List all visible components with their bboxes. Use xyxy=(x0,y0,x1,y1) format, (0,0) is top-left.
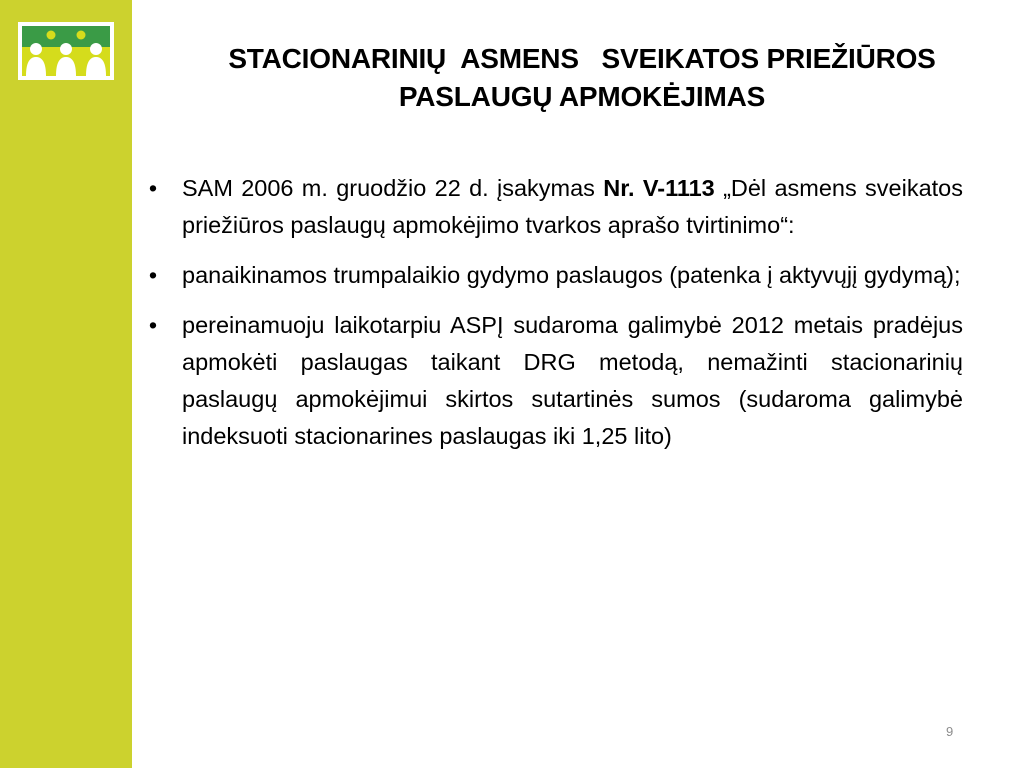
title-line-1: STACIONARINIŲ ASMENS SVEIKATOS PRIEŽIŪROS xyxy=(228,43,936,74)
bullet-text: panaikinamos trumpalaikio gydymo paslaugos (patenka į aktyvųjį gydymą); xyxy=(182,262,961,288)
bullet-list xyxy=(140,170,963,468)
bullet-marker: • xyxy=(148,262,158,288)
bullet-text: pereinamuoju laikotarpiu ASPĮ sudaroma galimybė 2012 metais pradėjus apmokėti paslaugas taikant DRG metodą, nemažinti stacionarinių paslaugų apmokėjimui skirtos sutartinės sumos (sudaroma galimybė indeksuoti stacionarines paslaugas iki 1,25 lito) xyxy=(182,312,963,449)
bullet-text: „Dėl asmens sveikatos priežiūros paslaugų apmokėjimo tvarkos aprašo tvirtinimo“: xyxy=(182,175,963,238)
logo xyxy=(18,22,114,80)
bullet-marker: • xyxy=(148,312,158,338)
bullet-item-short-term-care xyxy=(140,257,963,294)
people-group-icon xyxy=(22,26,110,76)
title-line-2: PASLAUGŲ APMOKĖJIMAS xyxy=(398,81,766,112)
sidebar-stripe xyxy=(0,0,132,768)
bullet-text: SAM 2006 m. gruodžio 22 d. įsakymas xyxy=(182,175,604,201)
bullet-item-order xyxy=(140,170,963,244)
bullet-item-transition-period xyxy=(140,307,963,455)
page-number: 9 xyxy=(946,724,954,739)
bullet-marker: • xyxy=(148,175,158,201)
order-number: Nr. V-1113 xyxy=(603,175,715,201)
slide-title xyxy=(150,40,1014,116)
